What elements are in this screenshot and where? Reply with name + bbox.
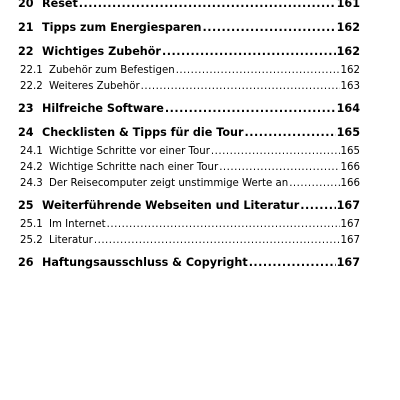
dot-leader (219, 160, 339, 176)
toc-page: 167 (340, 219, 360, 230)
toc-entry-23[interactable] (18, 98, 360, 119)
dot-leader (211, 144, 340, 160)
toc-page: 162 (336, 21, 360, 34)
dot-leader (300, 195, 335, 216)
toc-page: 161 (336, 0, 360, 10)
toc-page: 166 (340, 162, 360, 173)
dot-leader (289, 176, 339, 192)
toc-page: 164 (336, 102, 360, 115)
toc-entry-24-1[interactable] (18, 144, 360, 160)
toc-number: 24.1 (20, 146, 43, 157)
toc-page: 167 (340, 235, 360, 246)
dot-leader (79, 0, 336, 14)
toc-title: Wichtige Schritte vor einer Tour (49, 146, 210, 157)
table-of-contents (18, 0, 360, 273)
dot-leader (176, 63, 340, 79)
toc-page: 162 (336, 45, 360, 58)
toc-number: 23 (18, 102, 34, 115)
toc-page: 162 (340, 65, 360, 76)
toc-page: 163 (340, 81, 360, 92)
toc-page: 167 (336, 199, 360, 212)
toc-title: Tipps zum Energiesparen (42, 21, 202, 34)
toc-title: Wichtige Schritte nach einer Tour (49, 162, 219, 173)
toc-title: Weiterführende Webseiten und Literatur (42, 199, 300, 212)
dot-leader (94, 233, 340, 249)
toc-title: Im Internet (49, 219, 106, 230)
toc-entry-22-2[interactable] (18, 79, 360, 95)
toc-entry-26[interactable] (18, 252, 360, 273)
toc-title: Reset (42, 0, 78, 10)
dot-leader (203, 17, 336, 38)
toc-page: 165 (336, 126, 360, 139)
toc-number: 21 (18, 21, 34, 34)
dot-leader (141, 79, 340, 95)
toc-page: 165 (340, 146, 360, 157)
toc-title: Wichtiges Zubehör (42, 45, 161, 58)
toc-entry-22-1[interactable] (18, 63, 360, 79)
toc-page: 167 (336, 256, 360, 269)
toc-number: 22 (18, 45, 34, 58)
toc-number: 20 (18, 0, 34, 10)
toc-entry-24-2[interactable] (18, 160, 360, 176)
toc-entry-24-3[interactable] (18, 176, 360, 192)
toc-number: 24 (18, 126, 34, 139)
toc-entry-25-2[interactable] (18, 233, 360, 249)
toc-entry-25-1[interactable] (18, 217, 360, 233)
dot-leader (107, 217, 340, 233)
dot-leader (165, 98, 336, 119)
toc-entry-20[interactable] (18, 0, 360, 14)
toc-title: Zubehör zum Befestigen (49, 65, 175, 76)
toc-title: Literatur (49, 235, 93, 246)
toc-entry-22[interactable] (18, 41, 360, 62)
toc-number: 24.3 (20, 178, 43, 189)
toc-title: Hilfreiche Software (42, 102, 164, 115)
dot-leader (162, 41, 336, 62)
toc-number: 22.2 (20, 81, 43, 92)
toc-number: 25.1 (20, 219, 43, 230)
toc-number: 22.1 (20, 65, 43, 76)
toc-title: Weiteres Zubehör (49, 81, 140, 92)
toc-page: 166 (340, 178, 360, 189)
toc-title: Haftungsausschluss & Copyright (42, 256, 248, 269)
toc-number: 24.2 (20, 162, 43, 173)
toc-title: Checklisten & Tipps für die Tour (42, 126, 244, 139)
toc-number: 26 (18, 256, 34, 269)
toc-entry-21[interactable] (18, 17, 360, 38)
toc-title: Der Reisecomputer zeigt unstimmige Werte an (49, 178, 289, 189)
dot-leader (249, 252, 336, 273)
toc-entry-24[interactable] (18, 122, 360, 143)
dot-leader (245, 122, 336, 143)
toc-number: 25 (18, 199, 34, 212)
toc-entry-25[interactable] (18, 195, 360, 216)
toc-number: 25.2 (20, 235, 43, 246)
